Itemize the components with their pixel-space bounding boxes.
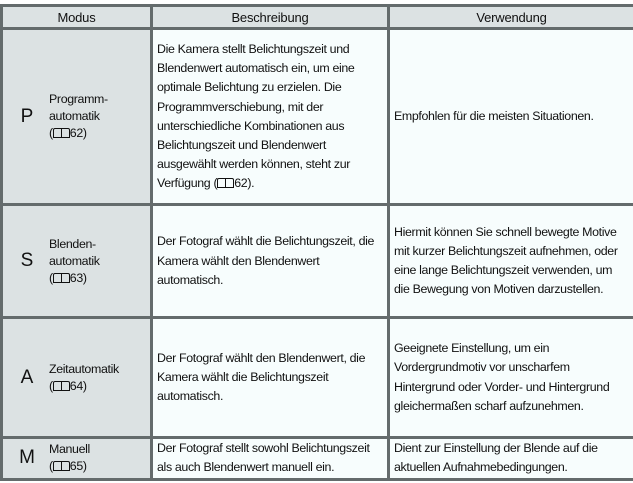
header-row <box>2 6 633 29</box>
mode-name <box>49 441 90 475</box>
paren: ) <box>82 126 87 141</box>
description-text: Die Kamera stellt Belichtungszeit und Blendenwert automatisch ein, um eine optimale Belichtung zu erzielen. Die Programmverschiebung, mit der unterschiedliche Kombinationen aus Belichtungszeit und Blendenwert ausgewählt werden können, steht zur Verfügung ( <box>157 41 355 191</box>
mode-name-line1: Blenden- <box>49 236 96 251</box>
mode-name-line1: Zeitautomatik <box>49 361 119 376</box>
page-number[interactable]: 62 <box>234 176 248 191</box>
mode-letter: A <box>20 366 34 388</box>
mode-name-line2: automatik <box>49 253 100 268</box>
mode-name-line1: Manuell <box>49 442 90 457</box>
mode-name <box>49 91 108 142</box>
mode-name-line2: automatik <box>49 109 100 124</box>
mode-cell <box>2 29 152 205</box>
book-icon <box>53 273 70 283</box>
usage-cell: Geeignete Einstellung, um ein Vordergrundmotiv vor unscharfem Hintergrund oder Vorder- und Hintergrund gleichermaßen scharf aufzunehmen. <box>389 318 633 437</box>
header-verwendung: Verwendung <box>389 6 633 29</box>
usage-cell: Empfohlen für die meisten Situationen. <box>389 29 633 205</box>
table-row-a <box>2 318 633 437</box>
book-icon <box>53 128 70 138</box>
header-beschreibung: Beschreibung <box>152 6 389 29</box>
mode-name <box>49 361 119 395</box>
paren: ) <box>82 378 87 393</box>
page-reference[interactable] <box>49 379 87 393</box>
table-row-p <box>2 29 633 205</box>
mode-letter: M <box>19 447 35 469</box>
header-modus: Modus <box>2 6 152 29</box>
mode-letter: S <box>20 250 34 272</box>
book-icon <box>53 381 70 391</box>
book-icon <box>217 178 234 188</box>
page-reference[interactable] <box>49 271 87 285</box>
description-cell: Der Fotograf stellt sowohl Belichtungszeit als auch Blendenwert manuell ein. <box>152 437 389 479</box>
page-number: 65 <box>69 459 83 474</box>
table-row-m <box>2 437 633 479</box>
description-cell <box>152 29 389 205</box>
page-reference[interactable] <box>49 459 87 473</box>
paren: ( <box>49 270 53 285</box>
page-number: 63 <box>69 270 83 285</box>
paren: ) <box>82 459 87 474</box>
book-icon <box>53 461 70 471</box>
mode-letter: P <box>20 105 34 127</box>
mode-name <box>49 236 100 287</box>
usage-cell: Hiermit können Sie schnell bewegte Motive mit kurzer Belichtungszeit aufnehmen, oder eine lange Belichtungszeit verwenden, um die Bewegung von Motiven darzustellen. <box>389 205 633 318</box>
description-cell: Der Fotograf wählt den Blendenwert, die Kamera wählt die Belichtungszeit automatisch. <box>152 318 389 437</box>
paren: ( <box>49 126 53 141</box>
mode-cell <box>2 437 152 479</box>
page-reference[interactable] <box>49 126 87 140</box>
paren: ) <box>82 270 87 285</box>
exposure-modes-table <box>0 4 633 481</box>
paren: ( <box>49 459 53 474</box>
page-number: 62 <box>69 126 83 141</box>
description-cell: Der Fotograf wählt die Belichtungszeit, die Kamera wählt den Blendenwert automatisch. <box>152 205 389 318</box>
description-text-end: ). <box>247 176 255 191</box>
mode-cell <box>2 205 152 318</box>
mode-name-line1: Programm- <box>49 92 108 107</box>
usage-cell: Dient zur Einstellung der Blende auf die aktuellen Aufnahmebedingungen. <box>389 437 633 479</box>
mode-cell <box>2 318 152 437</box>
paren: ( <box>49 378 53 393</box>
page-number: 64 <box>69 378 83 393</box>
table-row-s <box>2 205 633 318</box>
